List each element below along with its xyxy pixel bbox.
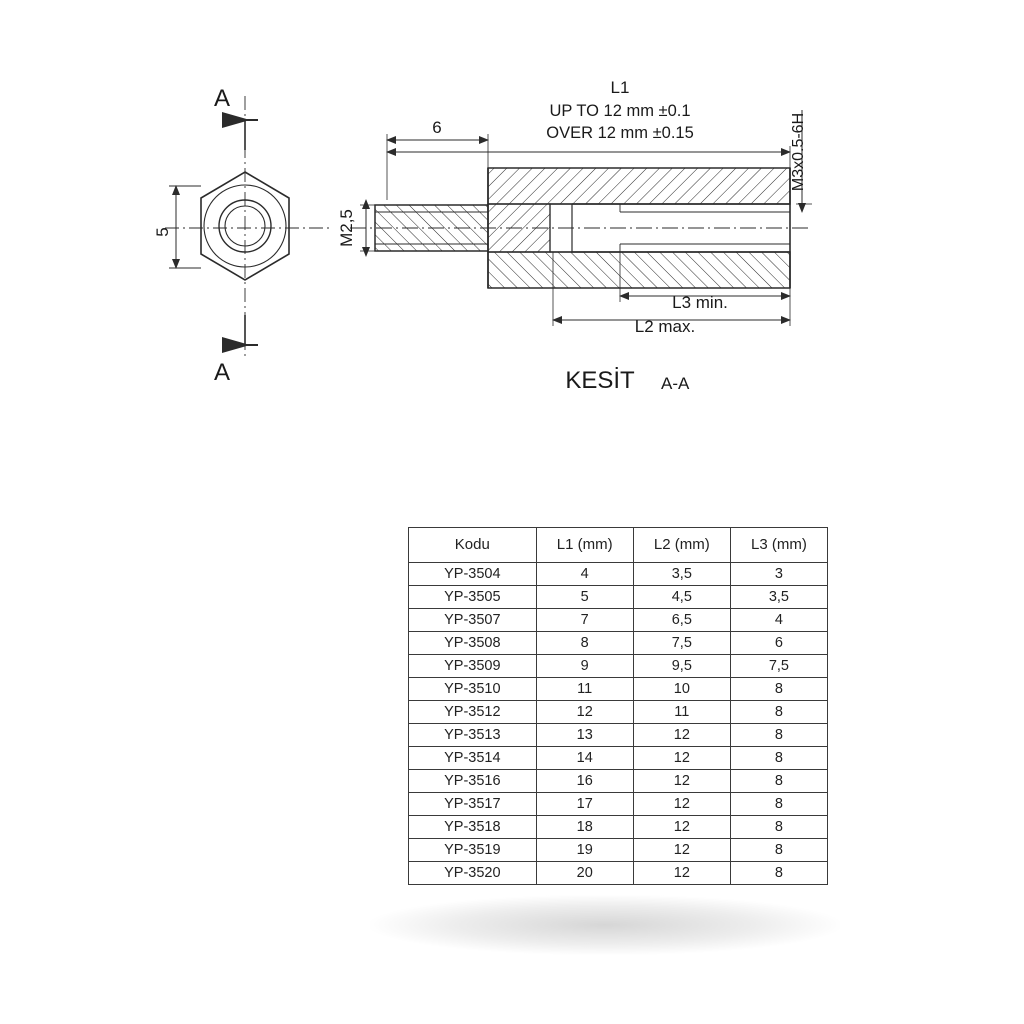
- cell-l3: 8: [730, 701, 827, 724]
- cell-l2: 12: [633, 770, 730, 793]
- table-row: [409, 862, 828, 885]
- cell-kodu: YP-3516: [409, 770, 537, 793]
- cell-l2: 6,5: [633, 609, 730, 632]
- tolerance-line-1: UP TO 12 mm ±0.1: [549, 102, 691, 120]
- table-row: [409, 839, 828, 862]
- col-header-l2: L2 (mm): [633, 528, 730, 563]
- cell-kodu: YP-3517: [409, 793, 537, 816]
- cell-l3: 8: [730, 816, 827, 839]
- hex-end-view: [153, 85, 330, 386]
- section-view: [337, 78, 812, 394]
- cell-kodu: YP-3520: [409, 862, 537, 885]
- table-row: [409, 678, 828, 701]
- female-thread-callout: [790, 110, 812, 212]
- cell-l1: 12: [536, 701, 633, 724]
- l3-label: L3 min.: [672, 293, 728, 312]
- table-body: [409, 563, 828, 885]
- l2-label: L2 max.: [634, 317, 696, 336]
- cell-l1: 19: [536, 839, 633, 862]
- cell-l3: 8: [730, 862, 827, 885]
- overall-length-label: L1: [610, 78, 630, 97]
- cell-kodu: YP-3518: [409, 816, 537, 839]
- section-label-bottom: A: [213, 359, 231, 386]
- table-row: [409, 793, 828, 816]
- cell-l1: 7: [536, 609, 633, 632]
- cell-l1: 11: [536, 678, 633, 701]
- cell-l3: 8: [730, 839, 827, 862]
- tolerance-line-2: OVER 12 mm ±0.15: [546, 124, 694, 142]
- cell-l3: 8: [730, 678, 827, 701]
- dimension-overall-length: [387, 78, 790, 168]
- col-header-l3: L3 (mm): [730, 528, 827, 563]
- cell-l2: 3,5: [633, 563, 730, 586]
- cell-l3: 7,5: [730, 655, 827, 678]
- cell-l1: 16: [536, 770, 633, 793]
- col-header-l1: L1 (mm): [536, 528, 633, 563]
- cell-l1: 4: [536, 563, 633, 586]
- cell-l3: 8: [730, 770, 827, 793]
- cell-l3: 8: [730, 747, 827, 770]
- hex-across-flats-label: 5: [153, 227, 172, 237]
- cell-l2: 9,5: [633, 655, 730, 678]
- table-row: [409, 609, 828, 632]
- cell-kodu: YP-3504: [409, 563, 537, 586]
- cell-l2: 10: [633, 678, 730, 701]
- cell-l2: 11: [633, 701, 730, 724]
- cell-l2: 4,5: [633, 586, 730, 609]
- cell-l1: 5: [536, 586, 633, 609]
- col-header-kodu: Kodu: [409, 528, 537, 563]
- cell-l1: 8: [536, 632, 633, 655]
- dimension-thread-length: [387, 118, 488, 200]
- cell-kodu: YP-3510: [409, 678, 537, 701]
- cell-kodu: YP-3513: [409, 724, 537, 747]
- section-arrow-bottom: [222, 315, 258, 353]
- cell-l2: 12: [633, 793, 730, 816]
- table-header-row: [409, 528, 828, 563]
- table-row: [409, 655, 828, 678]
- cell-l2: 12: [633, 862, 730, 885]
- table-row: [409, 586, 828, 609]
- cell-l2: 12: [633, 839, 730, 862]
- cell-l3: 8: [730, 724, 827, 747]
- cell-kodu: YP-3509: [409, 655, 537, 678]
- cell-l2: 12: [633, 747, 730, 770]
- cell-l1: 20: [536, 862, 633, 885]
- section-title: KESİT: [565, 367, 635, 394]
- cell-l1: 13: [536, 724, 633, 747]
- table-row: [409, 563, 828, 586]
- cell-l3: 4: [730, 609, 827, 632]
- cell-kodu: YP-3514: [409, 747, 537, 770]
- cell-l2: 12: [633, 724, 730, 747]
- cell-kodu: YP-3507: [409, 609, 537, 632]
- spec-table: [408, 527, 828, 885]
- table-row: [409, 724, 828, 747]
- female-thread-label: M3x0.5-6H: [790, 112, 807, 192]
- table-row: [409, 632, 828, 655]
- cell-l1: 14: [536, 747, 633, 770]
- cell-l1: 18: [536, 816, 633, 839]
- cell-kodu: YP-3519: [409, 839, 537, 862]
- cell-l1: 9: [536, 655, 633, 678]
- table-row: [409, 816, 828, 839]
- cell-l3: 3,5: [730, 586, 827, 609]
- cell-l3: 3: [730, 563, 827, 586]
- cell-kodu: YP-3512: [409, 701, 537, 724]
- cell-l3: 6: [730, 632, 827, 655]
- section-title-sub: A-A: [661, 374, 690, 393]
- cell-l1: 17: [536, 793, 633, 816]
- section-label-top: A: [213, 85, 231, 112]
- table-row: [409, 747, 828, 770]
- cell-kodu: YP-3508: [409, 632, 537, 655]
- thread-length-label: 6: [432, 118, 442, 137]
- spec-table-wrapper: [408, 527, 828, 885]
- cell-l2: 12: [633, 816, 730, 839]
- cell-l2: 7,5: [633, 632, 730, 655]
- section-arrow-top: [222, 112, 258, 150]
- cell-l3: 8: [730, 793, 827, 816]
- male-thread-label: M2,5: [337, 209, 356, 247]
- cell-kodu: YP-3505: [409, 586, 537, 609]
- table-row: [409, 770, 828, 793]
- table-row: [409, 701, 828, 724]
